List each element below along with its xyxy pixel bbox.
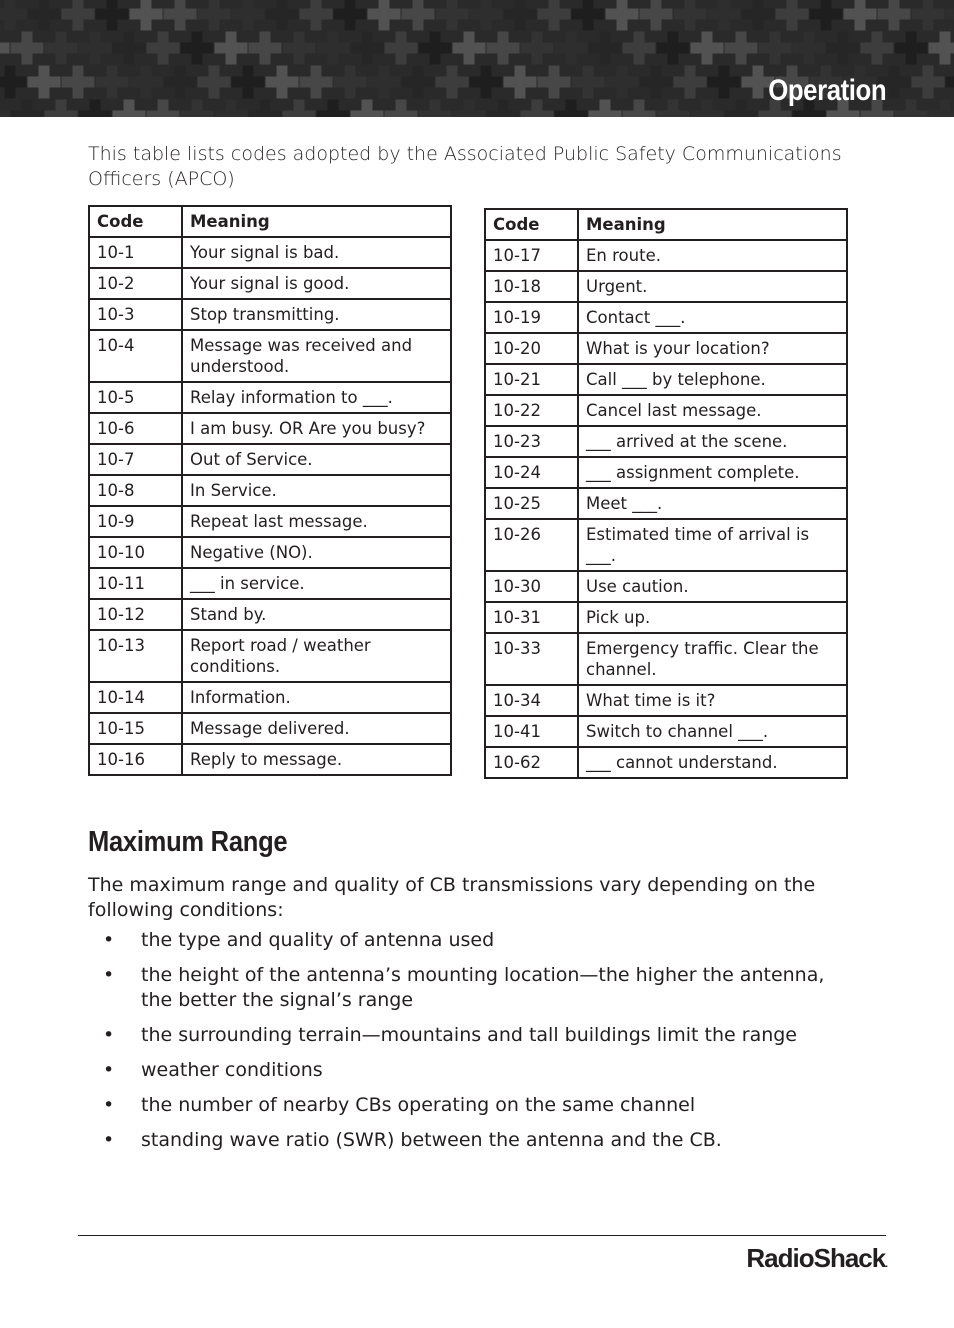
code-cell: 10-7 xyxy=(89,444,182,475)
meaning-cell: I am busy. OR Are you busy? xyxy=(182,413,451,444)
table-row xyxy=(89,237,451,268)
table-row xyxy=(485,519,847,571)
table-row xyxy=(89,713,451,744)
table-row xyxy=(485,747,847,778)
table-row xyxy=(485,685,847,716)
meaning-cell: Repeat last message. xyxy=(182,506,451,537)
code-cell: 10-20 xyxy=(485,333,578,364)
apco-codes-table-right xyxy=(484,208,848,779)
meaning-cell: What time is it? xyxy=(578,685,847,716)
code-cell: 10-14 xyxy=(89,682,182,713)
code-cell: 10-31 xyxy=(485,602,578,633)
list-item xyxy=(88,1128,848,1153)
code-cell: 10-12 xyxy=(89,599,182,630)
bullet-icon: • xyxy=(103,1094,115,1116)
code-cell: 10-18 xyxy=(485,271,578,302)
table-row xyxy=(89,268,451,299)
table-row xyxy=(485,395,847,426)
meaning-cell: Relay information to ___. xyxy=(182,382,451,413)
meaning-cell: Contact ___. xyxy=(578,302,847,333)
column-header-code: Code xyxy=(89,206,182,237)
meaning-cell: Your signal is good. xyxy=(182,268,451,299)
code-cell: 10-23 xyxy=(485,426,578,457)
meaning-cell: In Service. xyxy=(182,475,451,506)
code-cell: 10-8 xyxy=(89,475,182,506)
table-row xyxy=(485,302,847,333)
list-item-text: the number of nearby CBs operating on the same channel xyxy=(141,1094,696,1116)
table-row xyxy=(485,333,847,364)
code-cell: 10-19 xyxy=(485,302,578,333)
list-item xyxy=(88,928,848,953)
table-row xyxy=(89,299,451,330)
table-row xyxy=(89,444,451,475)
code-cell: 10-33 xyxy=(485,633,578,685)
table-row xyxy=(89,382,451,413)
meaning-cell: Stop transmitting. xyxy=(182,299,451,330)
code-cell: 10-41 xyxy=(485,716,578,747)
list-item-text: standing wave ratio (SWR) between the antenna and the CB. xyxy=(141,1129,722,1151)
meaning-cell: Message was received and understood. xyxy=(182,330,451,382)
list-item-text: the height of the antenna’s mounting location—the higher the antenna, the better the signal’s range xyxy=(141,964,825,1011)
meaning-cell: Report road / weather conditions. xyxy=(182,630,451,682)
table-row xyxy=(485,271,847,302)
code-cell: 10-62 xyxy=(485,747,578,778)
table-row xyxy=(89,568,451,599)
table-row xyxy=(485,602,847,633)
code-cell: 10-5 xyxy=(89,382,182,413)
table-row xyxy=(485,364,847,395)
meaning-cell: En route. xyxy=(578,240,847,271)
brand-mark: . xyxy=(885,1259,888,1270)
meaning-cell: Call ___ by telephone. xyxy=(578,364,847,395)
list-item xyxy=(88,1023,848,1048)
conditions-list xyxy=(88,928,848,1163)
table-row xyxy=(89,630,451,682)
code-cell: 10-26 xyxy=(485,519,578,571)
code-cell: 10-22 xyxy=(485,395,578,426)
code-cell: 10-24 xyxy=(485,457,578,488)
code-cell: 10-15 xyxy=(89,713,182,744)
meaning-cell: ___ in service. xyxy=(182,568,451,599)
bullet-icon: • xyxy=(103,1129,115,1151)
code-cell: 10-16 xyxy=(89,744,182,775)
meaning-cell: Information. xyxy=(182,682,451,713)
meaning-cell: Use caution. xyxy=(578,571,847,602)
table-row xyxy=(89,475,451,506)
meaning-cell: Emergency traffic. Clear the channel. xyxy=(578,633,847,685)
code-cell: 10-34 xyxy=(485,685,578,716)
meaning-cell: Estimated time of arrival is ___. xyxy=(578,519,847,571)
table-row xyxy=(89,682,451,713)
section-title: Operation xyxy=(768,74,886,107)
code-cell: 10-17 xyxy=(485,240,578,271)
column-header-code: Code xyxy=(485,209,578,240)
table-row xyxy=(485,633,847,685)
meaning-cell: Urgent. xyxy=(578,271,847,302)
list-item-text: weather conditions xyxy=(141,1059,323,1081)
bullet-icon: • xyxy=(103,964,115,986)
code-cell: 10-10 xyxy=(89,537,182,568)
intro-text: This table lists codes adopted by the Associated Public Safety Communications Officers (APCO) xyxy=(88,143,842,190)
list-item xyxy=(88,1058,848,1083)
radioshack-logo xyxy=(746,1243,888,1274)
table-row xyxy=(485,457,847,488)
meaning-cell: Stand by. xyxy=(182,599,451,630)
table-row xyxy=(89,599,451,630)
bullet-icon: • xyxy=(103,1059,115,1081)
meaning-cell: ___ assignment complete. xyxy=(578,457,847,488)
table-row xyxy=(89,413,451,444)
brand-name: RadioShack xyxy=(746,1243,886,1273)
meaning-cell: Reply to message. xyxy=(182,744,451,775)
list-item xyxy=(88,1093,848,1118)
table-row xyxy=(89,330,451,382)
meaning-cell: Pick up. xyxy=(578,602,847,633)
table-row xyxy=(485,571,847,602)
table-row xyxy=(89,744,451,775)
meaning-cell: What is your location? xyxy=(578,333,847,364)
table-row xyxy=(485,240,847,271)
code-cell: 10-30 xyxy=(485,571,578,602)
code-cell: 10-4 xyxy=(89,330,182,382)
section-heading-maximum-range: Maximum Range xyxy=(88,826,288,858)
table-header-row xyxy=(485,209,847,240)
code-cell: 10-6 xyxy=(89,413,182,444)
table-row xyxy=(89,537,451,568)
table-row xyxy=(89,506,451,537)
code-cell: 10-1 xyxy=(89,237,182,268)
bullet-icon: • xyxy=(103,929,115,951)
meaning-cell: Your signal is bad. xyxy=(182,237,451,268)
list-item xyxy=(88,963,848,1013)
header-band xyxy=(0,0,954,117)
meaning-cell: ___ cannot understand. xyxy=(578,747,847,778)
table-row xyxy=(485,488,847,519)
bullet-icon: • xyxy=(103,1024,115,1046)
meaning-cell: Out of Service. xyxy=(182,444,451,475)
table-row xyxy=(485,716,847,747)
meaning-cell: Negative (NO). xyxy=(182,537,451,568)
apco-codes-table-left xyxy=(88,205,452,776)
meaning-cell: Switch to channel ___. xyxy=(578,716,847,747)
list-item-text: the type and quality of antenna used xyxy=(141,929,495,951)
code-cell: 10-13 xyxy=(89,630,182,682)
code-cell: 10-9 xyxy=(89,506,182,537)
footer-divider xyxy=(78,1235,886,1236)
meaning-cell: Message delivered. xyxy=(182,713,451,744)
code-cell: 10-11 xyxy=(89,568,182,599)
max-range-paragraph: The maximum range and quality of CB transmissions vary depending on the following conditions: xyxy=(88,874,816,921)
column-header-meaning: Meaning xyxy=(182,206,451,237)
meaning-cell: Cancel last message. xyxy=(578,395,847,426)
code-cell: 10-2 xyxy=(89,268,182,299)
table-row xyxy=(485,426,847,457)
code-cell: 10-25 xyxy=(485,488,578,519)
table-header-row xyxy=(89,206,451,237)
meaning-cell: Meet ___. xyxy=(578,488,847,519)
meaning-cell: ___ arrived at the scene. xyxy=(578,426,847,457)
code-cell: 10-21 xyxy=(485,364,578,395)
column-header-meaning: Meaning xyxy=(578,209,847,240)
list-item-text: the surrounding terrain—mountains and tall buildings limit the range xyxy=(141,1024,798,1046)
code-cell: 10-3 xyxy=(89,299,182,330)
